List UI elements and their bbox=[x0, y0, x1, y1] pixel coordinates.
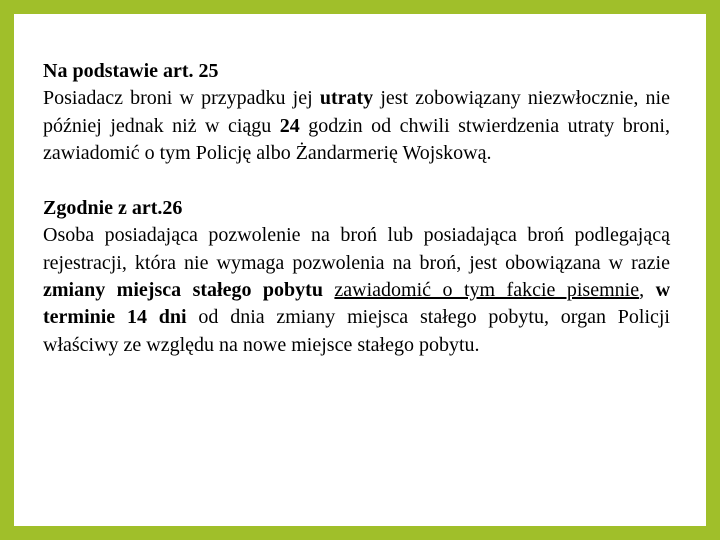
text-run-bold: 24 bbox=[279, 114, 300, 137]
text-run-bold: utraty bbox=[319, 87, 374, 110]
section-heading: Zgodnie z art.26 bbox=[43, 197, 183, 220]
section-art-25 bbox=[43, 58, 670, 167]
text-run: Posiadacz broni w przypadku jej bbox=[43, 87, 320, 110]
text-run: godzin od chwili stwierdzenia utraty broni, zawiadomić o tym Policję albo Żandarmerię Wojskową. bbox=[43, 114, 670, 164]
section-body bbox=[43, 85, 670, 167]
text-run: Osoba posiadająca pozwolenie na broń lub posiadająca broń podlegającą rejestracji, która nie wymaga pozwolenia na broń, jest obowiązana w razie bbox=[43, 224, 670, 274]
section-body bbox=[43, 222, 670, 358]
slide bbox=[14, 14, 706, 526]
text-run: jest zobowiązany niezwłocznie, nie później jednak niż w ciągu bbox=[43, 87, 670, 137]
text-run-bold: zmiany miejsca stałego pobytu bbox=[43, 279, 323, 302]
text-run: , bbox=[639, 279, 656, 302]
text-run bbox=[323, 279, 334, 301]
text-run-bold: w terminie 14 dni bbox=[43, 279, 671, 329]
section-heading: Na podstawie art. 25 bbox=[43, 60, 219, 82]
section-art-26 bbox=[43, 195, 670, 359]
text-run: od dnia zmiany miejsca stałego pobytu, organ Policji właściwy ze względu na nowe miejsce stałego pobytu. bbox=[43, 306, 670, 356]
slide-content bbox=[43, 58, 670, 359]
text-run-underlined: zawiadomić o tym fakcie pisemnie bbox=[334, 279, 640, 302]
